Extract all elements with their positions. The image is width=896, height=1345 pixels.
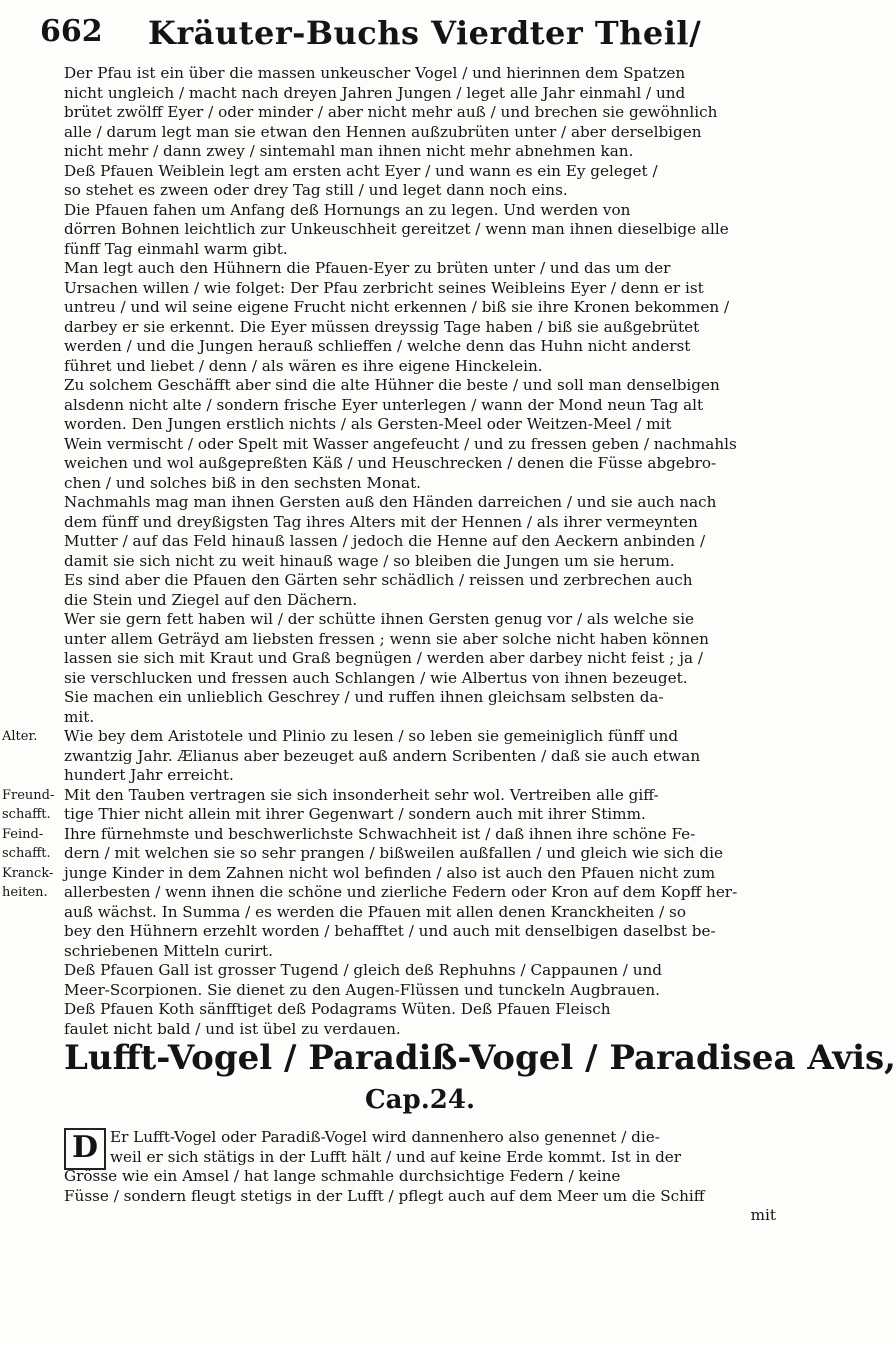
chapter-text-line: mit bbox=[750, 1206, 776, 1224]
chapter-text-line: Füsse / sondern fleugt stetigs in der Lufft / pflegt auch auf dem Meer um die Schiff bbox=[64, 1186, 705, 1205]
text-line: führet und liebet / denn / als wären es ihre eigene Hinckelein. bbox=[64, 356, 543, 375]
text-line: Sie machen ein unlieblich Geschrey / und ruffen ihnen gleichsam selbsten da- bbox=[64, 688, 664, 706]
chapter-text-line: weil er sich stätigs in der Lufft hält / und auf keine Erde kommt. Ist in der bbox=[110, 1147, 682, 1166]
text-line: Wer sie gern fett haben wil / der schütte ihnen Gersten genug vor / als welche sie bbox=[64, 610, 695, 628]
margin-note: Alter. bbox=[2, 729, 38, 744]
page-number: 662 bbox=[40, 14, 103, 49]
text-line: dem fünff und dreyßigsten Tag ihres Alters mit der Hennen / als ihrer vermeynten bbox=[64, 512, 698, 531]
text-line: Ursachen willen / wie folget: Der Pfau zerbricht seines Weibleins Eyer / denn er ist bbox=[64, 278, 704, 297]
text-line: Man legt auch den Hühnern die Pfauen-Eyer zu brüten unter / und das um der bbox=[64, 259, 671, 277]
text-line: weichen und wol außgepreßten Käß / und Heuschrecken / denen die Füsse abgebro- bbox=[64, 454, 717, 472]
text-line: darbey er sie erkennt. Die Eyer müssen dreyssig Tage haben / biß sie außgebrütet bbox=[64, 317, 700, 336]
text-line: fünff Tag einmahl warm gibt. bbox=[64, 239, 288, 258]
body-text bbox=[2, 64, 776, 1039]
text-line: Deß Pfauen Gall ist grosser Tugend / gleich deß Rephuhns / Cappaunen / und bbox=[64, 961, 663, 979]
text-line: nicht ungleich / macht nach dreyen Jahren Jungen / leget alle Jahr einmahl / und bbox=[64, 83, 686, 102]
chapter-heading bbox=[64, 1038, 896, 1116]
text-line: zwantzig Jahr. Ælianus aber bezeuget auß andern Scribenten / daß sie auch etwan bbox=[64, 746, 701, 765]
text-line: Nachmahls mag man ihnen Gersten auß den Händen darreichen / und sie auch nach bbox=[64, 493, 717, 511]
text-line: faulet nicht bald / und ist übel zu verdauen. bbox=[64, 1019, 401, 1038]
text-line: dern / mit welchen sie so sehr prangen / bißweilen außfallen / und gleich wie sich die bbox=[64, 844, 724, 862]
chapter-text bbox=[64, 1128, 776, 1226]
text-line: werden / und die Jungen herauß schlieffen / welche denn das Huhn nicht anderst bbox=[64, 337, 691, 355]
text-line: schriebenen Mitteln curirt. bbox=[64, 941, 273, 960]
text-line: hundert Jahr erreicht. bbox=[64, 766, 234, 784]
text-line: bey den Hühnern erzehlt worden / behafftet / und auch mit denselbigen daselbst be- bbox=[64, 922, 716, 940]
text-line: Mutter / auf das Feld hinauß lassen / jedoch die Henne auf den Aeckern anbinden / bbox=[64, 532, 706, 550]
text-line: Der Pfau ist ein über die massen unkeuscher Vogel / und hierinnen dem Spatzen bbox=[64, 64, 686, 82]
margin-note: Freund- bbox=[2, 787, 55, 803]
text-line: nicht mehr / dann zwey / sintemahl man ihnen nicht mehr abnehmen kan. bbox=[64, 142, 634, 160]
text-line: Die Pfauen fahen um Anfang deß Hornungs an zu legen. Und werden von bbox=[64, 200, 631, 219]
text-line: Deß Pfauen Koth sänfftiget deß Podagrams Wüten. Deß Pfauen Fleisch bbox=[64, 1000, 611, 1018]
text-line: allerbesten / wenn ihnen die schöne und zierliche Federn oder Kron auf dem Kopff her- bbox=[64, 883, 738, 901]
text-line: Deß Pfauen Weiblein legt am ersten acht Eyer / und wann es ein Ey geleget / bbox=[64, 161, 658, 180]
chapter-number: Cap.24. bbox=[364, 1085, 475, 1115]
text-line: dörren Bohnen leichtlich zur Unkeuschheit gereitzet / wenn man ihnen dieselbige alle bbox=[64, 220, 729, 238]
text-line: Mit den Tauben vertragen sie sich insonderheit sehr wol. Vertreiben alle giff- bbox=[64, 785, 659, 804]
margin-note: Feind- bbox=[2, 826, 44, 842]
margin-note: heiten. bbox=[2, 885, 48, 900]
text-line: so stehet es zween oder drey Tag still / und leget dann noch eins. bbox=[64, 181, 568, 199]
text-line: brütet zwölff Eyer / oder minder / aber nicht mehr auß / und brechen sie gewöhnlich bbox=[64, 103, 718, 121]
text-line: worden. Den Jungen erstlich nichts / als Gersten-Meel oder Weitzen-Meel / mit bbox=[64, 415, 672, 433]
text-line: Ihre fürnehmste und beschwerlichste Schwachheit ist / daß ihnen ihre schöne Fe- bbox=[64, 824, 696, 843]
margin-note: Kranck- bbox=[2, 865, 54, 881]
text-line: sie verschlucken und fressen auch Schlangen / wie Albertus von ihnen bezeuget. bbox=[64, 668, 688, 687]
drop-cap: D bbox=[64, 1128, 106, 1170]
page-header bbox=[40, 12, 780, 54]
text-line: alsdenn nicht alte / sondern frische Eyer unterlegen / wann der Mond neun Tag alt bbox=[64, 395, 704, 414]
text-line: die Stein und Ziegel auf den Dächern. bbox=[64, 590, 358, 609]
text-line: damit sie sich nicht zu weit hinauß wage / so bleiben die Jungen um sie herum. bbox=[64, 551, 675, 570]
running-head: Kräuter-Buchs Vierdter Theil/ bbox=[148, 14, 702, 52]
text-line: Wein vermischt / oder Spelt mit Wasser angefeucht / und zu fressen geben / nachmahls bbox=[64, 434, 737, 453]
text-line: Meer-Scorpionen. Sie dienet zu den Augen-Flüssen und tunckeln Augbrauen. bbox=[64, 980, 660, 999]
text-line: tige Thier nicht allein mit ihrer Gegenwart / sondern auch mit ihrer Stimm. bbox=[64, 805, 646, 823]
chapter-text-line: Er Lufft-Vogel oder Paradiß-Vogel wird dannenhero also genennet / die- bbox=[110, 1128, 660, 1146]
text-line: unter allem Geträyd am liebsten fressen ; wenn sie aber solche nicht haben können bbox=[64, 629, 709, 648]
text-line: Wie bey dem Aristotele und Plinio zu lesen / so leben sie gemeiniglich fünff und bbox=[64, 727, 679, 745]
margin-note: schafft. bbox=[2, 846, 51, 861]
text-line: chen / und solches biß in den sechsten Monat. bbox=[64, 473, 421, 492]
margin-note: schafft. bbox=[2, 807, 51, 822]
text-line: auß wächst. In Summa / es werden die Pfauen mit allen denen Kranckheiten / so bbox=[64, 902, 686, 921]
text-line: mit. bbox=[64, 707, 95, 726]
text-line: Zu solchem Geschäfft aber sind die alte Hühner die beste / und soll man denselbigen bbox=[64, 376, 720, 394]
text-line: Es sind aber die Pfauen den Gärten sehr schädlich / reissen und zerbrechen auch bbox=[64, 571, 693, 589]
text-line: junge Kinder in dem Zahnen nicht wol befinden / also ist auch den Pfauen nicht zum bbox=[64, 863, 716, 882]
text-line: lassen sie sich mit Kraut und Graß begnügen / werden aber darbey nicht feist ; ja / bbox=[64, 649, 703, 667]
chapter-text-line: Grösse wie ein Amsel / hat lange schmahle durchsichtige Federn / keine bbox=[64, 1167, 621, 1185]
chapter-title: Lufft-Vogel / Paradiß-Vogel / Paradisea Avis, bbox=[64, 1038, 896, 1078]
text-line: alle / darum legt man sie etwan den Hennen außzubrüten unter / aber derselbigen bbox=[64, 122, 702, 141]
text-line: untreu / und wil seine eigene Frucht nicht erkennen / biß sie ihre Kronen bekommen / bbox=[64, 298, 730, 316]
